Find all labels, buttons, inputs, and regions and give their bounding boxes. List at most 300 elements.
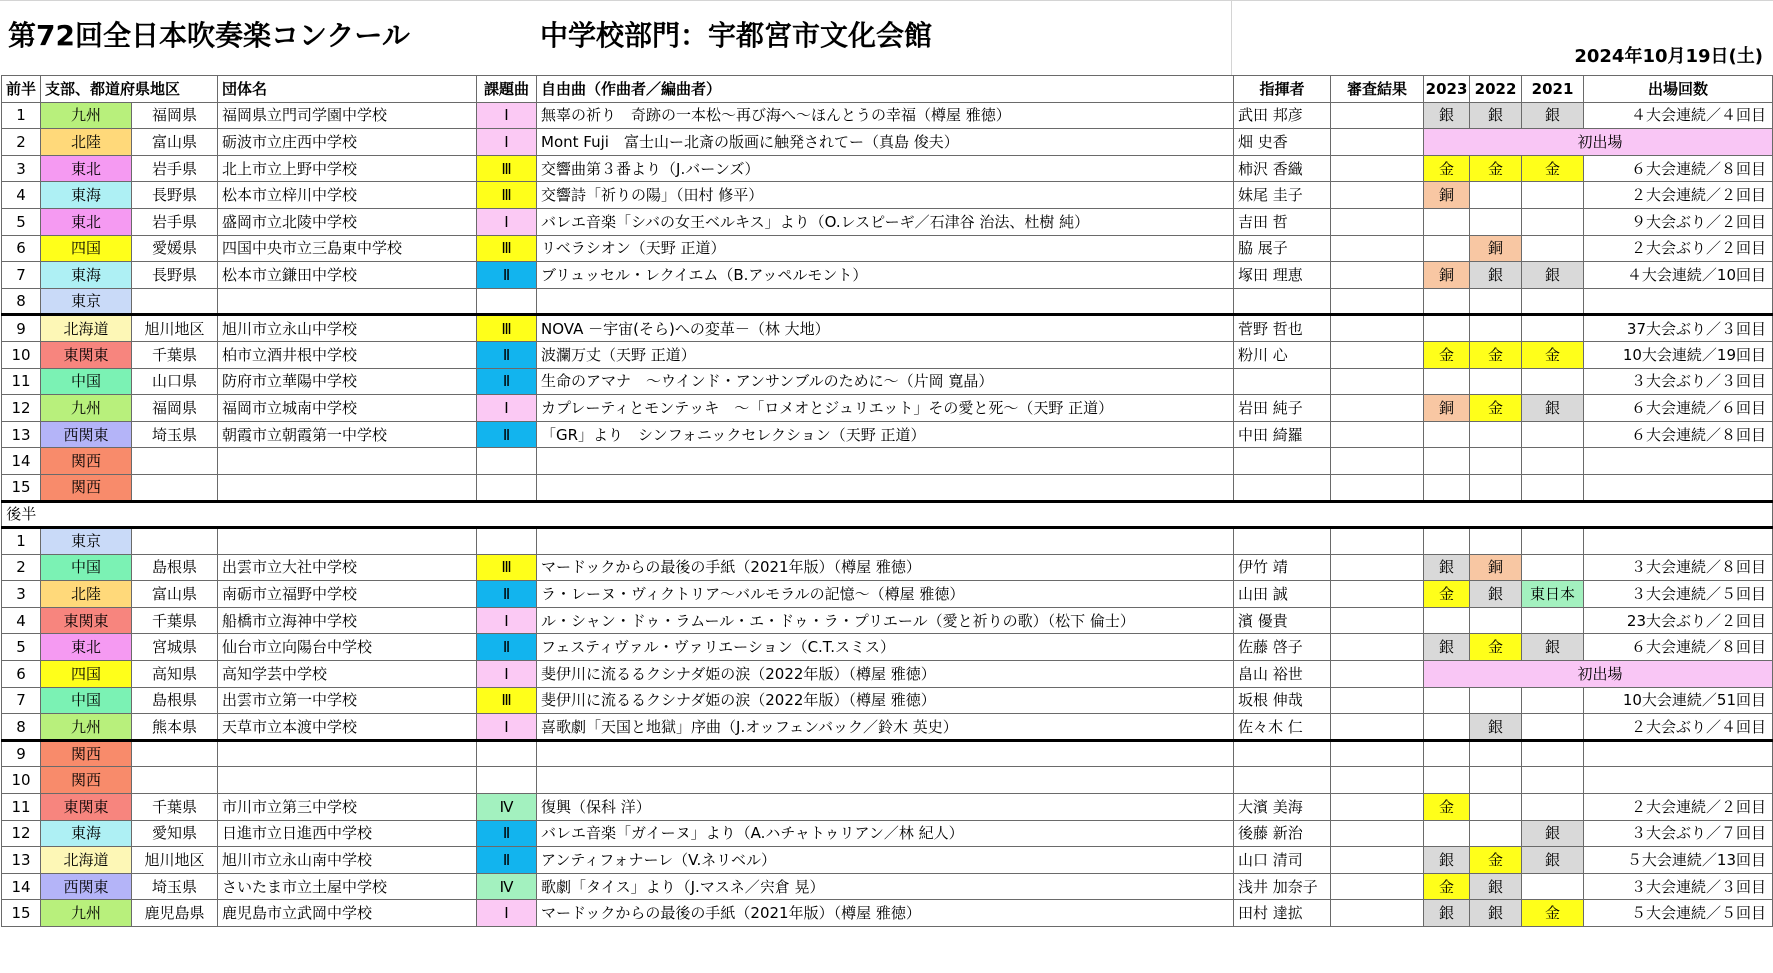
order-number: 10 <box>2 767 41 794</box>
prefecture <box>132 767 218 794</box>
group-name: 日進市立日進西中学校 <box>218 820 477 847</box>
free-piece: フェスティヴァル・ヴァリエーション（C.T.スミス） <box>537 634 1234 661</box>
set-piece: Ⅰ <box>477 395 537 422</box>
result <box>1331 607 1424 634</box>
conductor: 武田 邦彦 <box>1234 102 1331 129</box>
group-name: 仙台市立向陽台中学校 <box>218 634 477 661</box>
table-row <box>2 607 1773 634</box>
award-2023 <box>1424 767 1470 794</box>
free-piece: 交響詩「祈りの陽」（田村 修平） <box>537 182 1234 209</box>
prefecture: 福岡県 <box>132 102 218 129</box>
result <box>1331 208 1424 235</box>
conductor: 菅野 哲也 <box>1234 315 1331 342</box>
result <box>1331 102 1424 129</box>
result <box>1331 900 1424 927</box>
branch-badge: 東京 <box>41 288 132 315</box>
prefecture: 高知県 <box>132 661 218 688</box>
table-row <box>2 102 1773 129</box>
conductor: 中田 綺羅 <box>1234 421 1331 448</box>
award-2021: 金 <box>1522 900 1584 927</box>
set-piece: Ⅱ <box>477 634 537 661</box>
col-header-order: 前半 <box>2 76 41 103</box>
event-date: 2024年10月19日(土) <box>1574 46 1763 67</box>
table-row <box>2 474 1773 501</box>
prefecture <box>132 448 218 475</box>
table-row <box>2 661 1773 688</box>
free-piece: バレエ音楽「ガイーヌ」より（A.ハチャトゥリアン／林 紀人） <box>537 820 1234 847</box>
branch-badge: 北海道 <box>41 315 132 342</box>
free-piece: マードックからの最後の手紙（2021年版）（樽屋 雅徳） <box>537 900 1234 927</box>
set-piece: Ⅰ <box>477 661 537 688</box>
award-2022 <box>1470 740 1522 767</box>
result <box>1331 288 1424 315</box>
prefecture: 千葉県 <box>132 341 218 368</box>
group-name: 天草市立本渡中学校 <box>218 714 477 741</box>
group-name: 防府市立華陽中学校 <box>218 368 477 395</box>
result <box>1331 714 1424 741</box>
award-2022: 金 <box>1470 341 1522 368</box>
appearance-count <box>1584 448 1773 475</box>
award-2023: 銀 <box>1424 847 1470 874</box>
award-2021 <box>1522 740 1584 767</box>
result <box>1331 820 1424 847</box>
conductor: 山口 清司 <box>1234 847 1331 874</box>
table-row <box>2 820 1773 847</box>
result <box>1331 368 1424 395</box>
free-piece: 「GR」より シンフォニックセレクション（天野 正道） <box>537 421 1234 448</box>
prefecture: 島根県 <box>132 554 218 581</box>
group-name <box>218 767 477 794</box>
set-piece: Ⅳ <box>477 794 537 821</box>
conductor: 岩田 純子 <box>1234 395 1331 422</box>
result <box>1331 794 1424 821</box>
prefecture: 島根県 <box>132 687 218 714</box>
appearance-count: ６大会連続／６回目 <box>1584 395 1773 422</box>
table-row <box>2 873 1773 900</box>
branch-badge: 中国 <box>41 687 132 714</box>
appearance-count: ２大会連続／２回目 <box>1584 182 1773 209</box>
free-piece: 無辜の祈り 奇跡の一本松～再び海へ～ほんとうの幸福（樽屋 雅徳） <box>537 102 1234 129</box>
appearance-count <box>1584 767 1773 794</box>
appearance-count: ３大会ぶり／３回目 <box>1584 368 1773 395</box>
set-piece: Ⅳ <box>477 873 537 900</box>
table-row <box>2 129 1773 156</box>
branch-badge: 九州 <box>41 714 132 741</box>
conductor <box>1234 767 1331 794</box>
col-header-2023: 2023 <box>1424 76 1470 103</box>
prefecture: 岩手県 <box>132 208 218 235</box>
set-piece: Ⅱ <box>477 368 537 395</box>
table-row <box>2 395 1773 422</box>
set-piece: Ⅲ <box>477 155 537 182</box>
conductor: 田村 達拡 <box>1234 900 1331 927</box>
award-2023 <box>1424 448 1470 475</box>
set-piece: Ⅰ <box>477 102 537 129</box>
set-piece <box>477 474 537 501</box>
table-row <box>2 714 1773 741</box>
table-row <box>2 368 1773 395</box>
table-row <box>2 900 1773 927</box>
appearance-count: 10大会連続／51回目 <box>1584 687 1773 714</box>
col-header-appearances: 出場回数 <box>1584 76 1773 103</box>
branch-badge: 西関東 <box>41 421 132 448</box>
conductor: 佐々木 仁 <box>1234 714 1331 741</box>
order-number: 15 <box>2 900 41 927</box>
free-piece: 波瀾万丈（天野 正道） <box>537 341 1234 368</box>
set-piece: Ⅲ <box>477 235 537 262</box>
branch-badge: 四国 <box>41 661 132 688</box>
appearance-count: 10大会連続／19回目 <box>1584 341 1773 368</box>
table-row <box>2 315 1773 342</box>
table-row <box>2 448 1773 475</box>
branch-badge: 北陸 <box>41 129 132 156</box>
appearance-count: ２大会ぶり／２回目 <box>1584 235 1773 262</box>
set-piece: Ⅰ <box>477 607 537 634</box>
award-2023 <box>1424 740 1470 767</box>
col-header-2021: 2021 <box>1522 76 1584 103</box>
free-piece: 喜歌劇「天国と地獄」序曲（J.オッフェンバック／鈴木 英史） <box>537 714 1234 741</box>
appearance-count: ９大会ぶり／２回目 <box>1584 208 1773 235</box>
prefecture <box>132 528 218 555</box>
result <box>1331 395 1424 422</box>
award-2023 <box>1424 315 1470 342</box>
set-piece <box>477 448 537 475</box>
award-2023 <box>1424 714 1470 741</box>
group-name: 船橋市立海神中学校 <box>218 607 477 634</box>
prefecture: 愛媛県 <box>132 235 218 262</box>
branch-badge: 中国 <box>41 368 132 395</box>
prefecture: 千葉県 <box>132 607 218 634</box>
award-2022 <box>1470 528 1522 555</box>
appearance-count: ３大会ぶり／７回目 <box>1584 820 1773 847</box>
group-name: 旭川市立永山南中学校 <box>218 847 477 874</box>
first-appearance-badge: 初出場 <box>1424 661 1773 688</box>
set-piece: Ⅱ <box>477 820 537 847</box>
order-number: 12 <box>2 820 41 847</box>
award-2022: 銀 <box>1470 900 1522 927</box>
award-2022 <box>1470 315 1522 342</box>
free-piece: 斐伊川に流るるクシナダ姫の涙（2022年版）（樽屋 雅徳） <box>537 661 1234 688</box>
free-piece: カプレーティとモンテッキ ～「ロメオとジュリエット」その愛と死～（天野 正道） <box>537 395 1234 422</box>
branch-badge: 関西 <box>41 767 132 794</box>
order-number: 1 <box>2 528 41 555</box>
appearance-count: ６大会連続／８回目 <box>1584 421 1773 448</box>
set-piece: Ⅰ <box>477 129 537 156</box>
table-row <box>2 740 1773 767</box>
order-number: 3 <box>2 155 41 182</box>
result <box>1331 182 1424 209</box>
result <box>1331 474 1424 501</box>
prefecture: 富山県 <box>132 581 218 608</box>
set-piece: Ⅰ <box>477 714 537 741</box>
free-piece: バレエ音楽「シバの女王ベルキス」より（O.レスピーギ／石津谷 治法、杜樹 純） <box>537 208 1234 235</box>
prefecture: 埼玉県 <box>132 421 218 448</box>
branch-badge: 東海 <box>41 820 132 847</box>
branch-badge: 九州 <box>41 395 132 422</box>
group-name <box>218 528 477 555</box>
branch-badge: 東関東 <box>41 341 132 368</box>
appearance-count <box>1584 474 1773 501</box>
award-2022 <box>1470 607 1522 634</box>
order-number: 9 <box>2 315 41 342</box>
order-number: 4 <box>2 182 41 209</box>
conductor <box>1234 528 1331 555</box>
table-row <box>2 235 1773 262</box>
free-piece: マードックからの最後の手紙（2021年版）（樽屋 雅徳） <box>537 554 1234 581</box>
result <box>1331 634 1424 661</box>
appearance-count: ３大会連続／５回目 <box>1584 581 1773 608</box>
second-half-label: 後半 <box>2 501 41 528</box>
award-2021: 銀 <box>1522 395 1584 422</box>
free-piece: 交響曲第３番より（J.バーンズ） <box>537 155 1234 182</box>
award-2023 <box>1424 421 1470 448</box>
order-number: 2 <box>2 554 41 581</box>
result <box>1331 341 1424 368</box>
result <box>1331 554 1424 581</box>
appearance-count <box>1584 740 1773 767</box>
conductor: 吉田 哲 <box>1234 208 1331 235</box>
appearance-count: ４大会連続／10回目 <box>1584 262 1773 289</box>
award-2021: 銀 <box>1522 634 1584 661</box>
award-2022: 銀 <box>1470 714 1522 741</box>
table-row <box>2 182 1773 209</box>
table-row <box>2 528 1773 555</box>
free-piece <box>537 474 1234 501</box>
group-name: 盛岡市立北陵中学校 <box>218 208 477 235</box>
group-name: 福岡県立門司学園中学校 <box>218 102 477 129</box>
prefecture: 愛知県 <box>132 820 218 847</box>
set-piece <box>477 288 537 315</box>
award-2023 <box>1424 820 1470 847</box>
result <box>1331 155 1424 182</box>
order-number: 10 <box>2 341 41 368</box>
free-piece: 歌劇「タイス」より（J.マスネ／宍倉 晃） <box>537 873 1234 900</box>
award-2021 <box>1522 208 1584 235</box>
venue-title: 中学校部門：宇都宮市文化会館 <box>540 19 933 52</box>
header-divider <box>1231 0 1232 76</box>
prefecture: 山口県 <box>132 368 218 395</box>
appearance-count <box>1584 528 1773 555</box>
prefecture <box>132 288 218 315</box>
award-2021 <box>1522 474 1584 501</box>
order-number: 11 <box>2 368 41 395</box>
table-row <box>2 554 1773 581</box>
prefecture: 旭川地区 <box>132 847 218 874</box>
prefecture: 千葉県 <box>132 794 218 821</box>
free-piece <box>537 740 1234 767</box>
award-2023: 金 <box>1424 341 1470 368</box>
award-2022: 銅 <box>1470 235 1522 262</box>
order-number: 3 <box>2 581 41 608</box>
prefecture: 長野県 <box>132 262 218 289</box>
order-number: 13 <box>2 847 41 874</box>
award-2021 <box>1522 528 1584 555</box>
table-row <box>2 262 1773 289</box>
conductor: 脇 展子 <box>1234 235 1331 262</box>
award-2023 <box>1424 474 1470 501</box>
result <box>1331 740 1424 767</box>
branch-badge: 東北 <box>41 208 132 235</box>
col-header-group: 団体名 <box>218 76 477 103</box>
order-number: 7 <box>2 687 41 714</box>
set-piece: Ⅱ <box>477 581 537 608</box>
order-number: 9 <box>2 740 41 767</box>
group-name: 福岡市立城南中学校 <box>218 395 477 422</box>
conductor: 大濱 美海 <box>1234 794 1331 821</box>
order-number: 14 <box>2 448 41 475</box>
first-appearance-badge: 初出場 <box>1424 129 1773 156</box>
set-piece <box>477 767 537 794</box>
award-2022 <box>1470 820 1522 847</box>
free-piece <box>537 448 1234 475</box>
award-2022 <box>1470 182 1522 209</box>
award-2021 <box>1522 182 1584 209</box>
order-number: 12 <box>2 395 41 422</box>
set-piece: Ⅱ <box>477 341 537 368</box>
group-name: 出雲市立第一中学校 <box>218 687 477 714</box>
table-row <box>2 421 1773 448</box>
group-name: 北上市立上野中学校 <box>218 155 477 182</box>
table-row <box>2 634 1773 661</box>
free-piece: NOVA －宇宙(そら)への変革－（林 大地） <box>537 315 1234 342</box>
set-piece: Ⅰ <box>477 208 537 235</box>
col-header-branch: 支部、都道府県地区 <box>41 76 218 103</box>
table-row <box>2 794 1773 821</box>
award-2021: 金 <box>1522 155 1584 182</box>
conductor: 妹尾 圭子 <box>1234 182 1331 209</box>
prefecture <box>132 740 218 767</box>
prefecture <box>132 474 218 501</box>
branch-badge: 関西 <box>41 740 132 767</box>
free-piece: ラ・レーヌ・ヴィクトリア～バルモラルの記憶～（樽屋 雅徳） <box>537 581 1234 608</box>
branch-badge: 東関東 <box>41 607 132 634</box>
award-2021 <box>1522 794 1584 821</box>
col-header-result: 審査結果 <box>1331 76 1424 103</box>
appearance-count: ２大会ぶり／４回目 <box>1584 714 1773 741</box>
award-2022: 銀 <box>1470 102 1522 129</box>
set-piece: Ⅲ <box>477 554 537 581</box>
award-2021: 東日本 <box>1522 581 1584 608</box>
set-piece: Ⅱ <box>477 262 537 289</box>
branch-badge: 西関東 <box>41 873 132 900</box>
conductor: 畑 史香 <box>1234 129 1331 156</box>
prefecture: 岩手県 <box>132 155 218 182</box>
table-row <box>2 208 1773 235</box>
free-piece: アンティフォナーレ（V.ネリベル） <box>537 847 1234 874</box>
prefecture: 埼玉県 <box>132 873 218 900</box>
group-name: さいたま市立土屋中学校 <box>218 873 477 900</box>
award-2021: 金 <box>1522 341 1584 368</box>
award-2021 <box>1522 714 1584 741</box>
group-name: 松本市立鎌田中学校 <box>218 262 477 289</box>
award-2022 <box>1470 474 1522 501</box>
branch-badge: 四国 <box>41 235 132 262</box>
award-2023 <box>1424 368 1470 395</box>
award-2022 <box>1470 208 1522 235</box>
order-number: 8 <box>2 288 41 315</box>
conductor: 粉川 心 <box>1234 341 1331 368</box>
award-2021 <box>1522 687 1584 714</box>
group-name: 旭川市立永山中学校 <box>218 315 477 342</box>
set-piece <box>477 528 537 555</box>
group-name: 柏市立酒井根中学校 <box>218 341 477 368</box>
table-row <box>2 767 1773 794</box>
prefecture: 福岡県 <box>132 395 218 422</box>
second-half-fill <box>41 501 1773 528</box>
result <box>1331 661 1424 688</box>
branch-badge: 東海 <box>41 182 132 209</box>
col-header-2022: 2022 <box>1470 76 1522 103</box>
prefecture: 長野県 <box>132 182 218 209</box>
order-number: 5 <box>2 634 41 661</box>
table-row <box>2 847 1773 874</box>
table-row <box>2 341 1773 368</box>
conductor: 濱 優貴 <box>1234 607 1331 634</box>
award-2021: 銀 <box>1522 847 1584 874</box>
col-header-set-piece: 課題曲 <box>477 76 537 103</box>
award-2023 <box>1424 528 1470 555</box>
conductor: 山田 誠 <box>1234 581 1331 608</box>
prefecture: 富山県 <box>132 129 218 156</box>
free-piece: ル・シャン・ドゥ・ラムール・エ・ドゥ・ラ・プリエール（愛と祈りの歌）（松下 倫士） <box>537 607 1234 634</box>
branch-badge: 東海 <box>41 262 132 289</box>
award-2021 <box>1522 767 1584 794</box>
group-name <box>218 288 477 315</box>
award-2023: 銀 <box>1424 102 1470 129</box>
branch-badge: 関西 <box>41 448 132 475</box>
award-2023: 金 <box>1424 155 1470 182</box>
branch-badge: 北海道 <box>41 847 132 874</box>
conductor: 浅井 加奈子 <box>1234 873 1331 900</box>
second-half-row <box>2 501 1773 528</box>
order-number: 1 <box>2 102 41 129</box>
branch-badge: 九州 <box>41 102 132 129</box>
conductor <box>1234 368 1331 395</box>
award-2023 <box>1424 687 1470 714</box>
appearance-count: ５大会連続／５回目 <box>1584 900 1773 927</box>
appearance-count: ６大会連続／８回目 <box>1584 634 1773 661</box>
appearance-count: ４大会連続／４回目 <box>1584 102 1773 129</box>
group-name: 南砺市立福野中学校 <box>218 581 477 608</box>
award-2022 <box>1470 687 1522 714</box>
group-name: 鹿児島市立武岡中学校 <box>218 900 477 927</box>
award-2021 <box>1522 368 1584 395</box>
prefecture: 鹿児島県 <box>132 900 218 927</box>
group-name: 高知学芸中学校 <box>218 661 477 688</box>
award-2023: 銀 <box>1424 634 1470 661</box>
header-row <box>2 76 1773 103</box>
award-2022 <box>1470 794 1522 821</box>
result <box>1331 687 1424 714</box>
award-2023: 銅 <box>1424 395 1470 422</box>
branch-badge: 北陸 <box>41 581 132 608</box>
set-piece: Ⅱ <box>477 421 537 448</box>
branch-badge: 東北 <box>41 634 132 661</box>
top-border <box>0 0 1773 1</box>
group-name: 四国中央市立三島東中学校 <box>218 235 477 262</box>
schedule-table <box>1 75 1773 927</box>
award-2021: 銀 <box>1522 262 1584 289</box>
award-2021 <box>1522 873 1584 900</box>
result <box>1331 262 1424 289</box>
appearance-count: ６大会連続／８回目 <box>1584 155 1773 182</box>
award-2021 <box>1522 607 1584 634</box>
conductor: 後藤 新治 <box>1234 820 1331 847</box>
group-name: 市川市立第三中学校 <box>218 794 477 821</box>
award-2023: 銅 <box>1424 182 1470 209</box>
appearance-count: ３大会連続／３回目 <box>1584 873 1773 900</box>
award-2022: 金 <box>1470 634 1522 661</box>
